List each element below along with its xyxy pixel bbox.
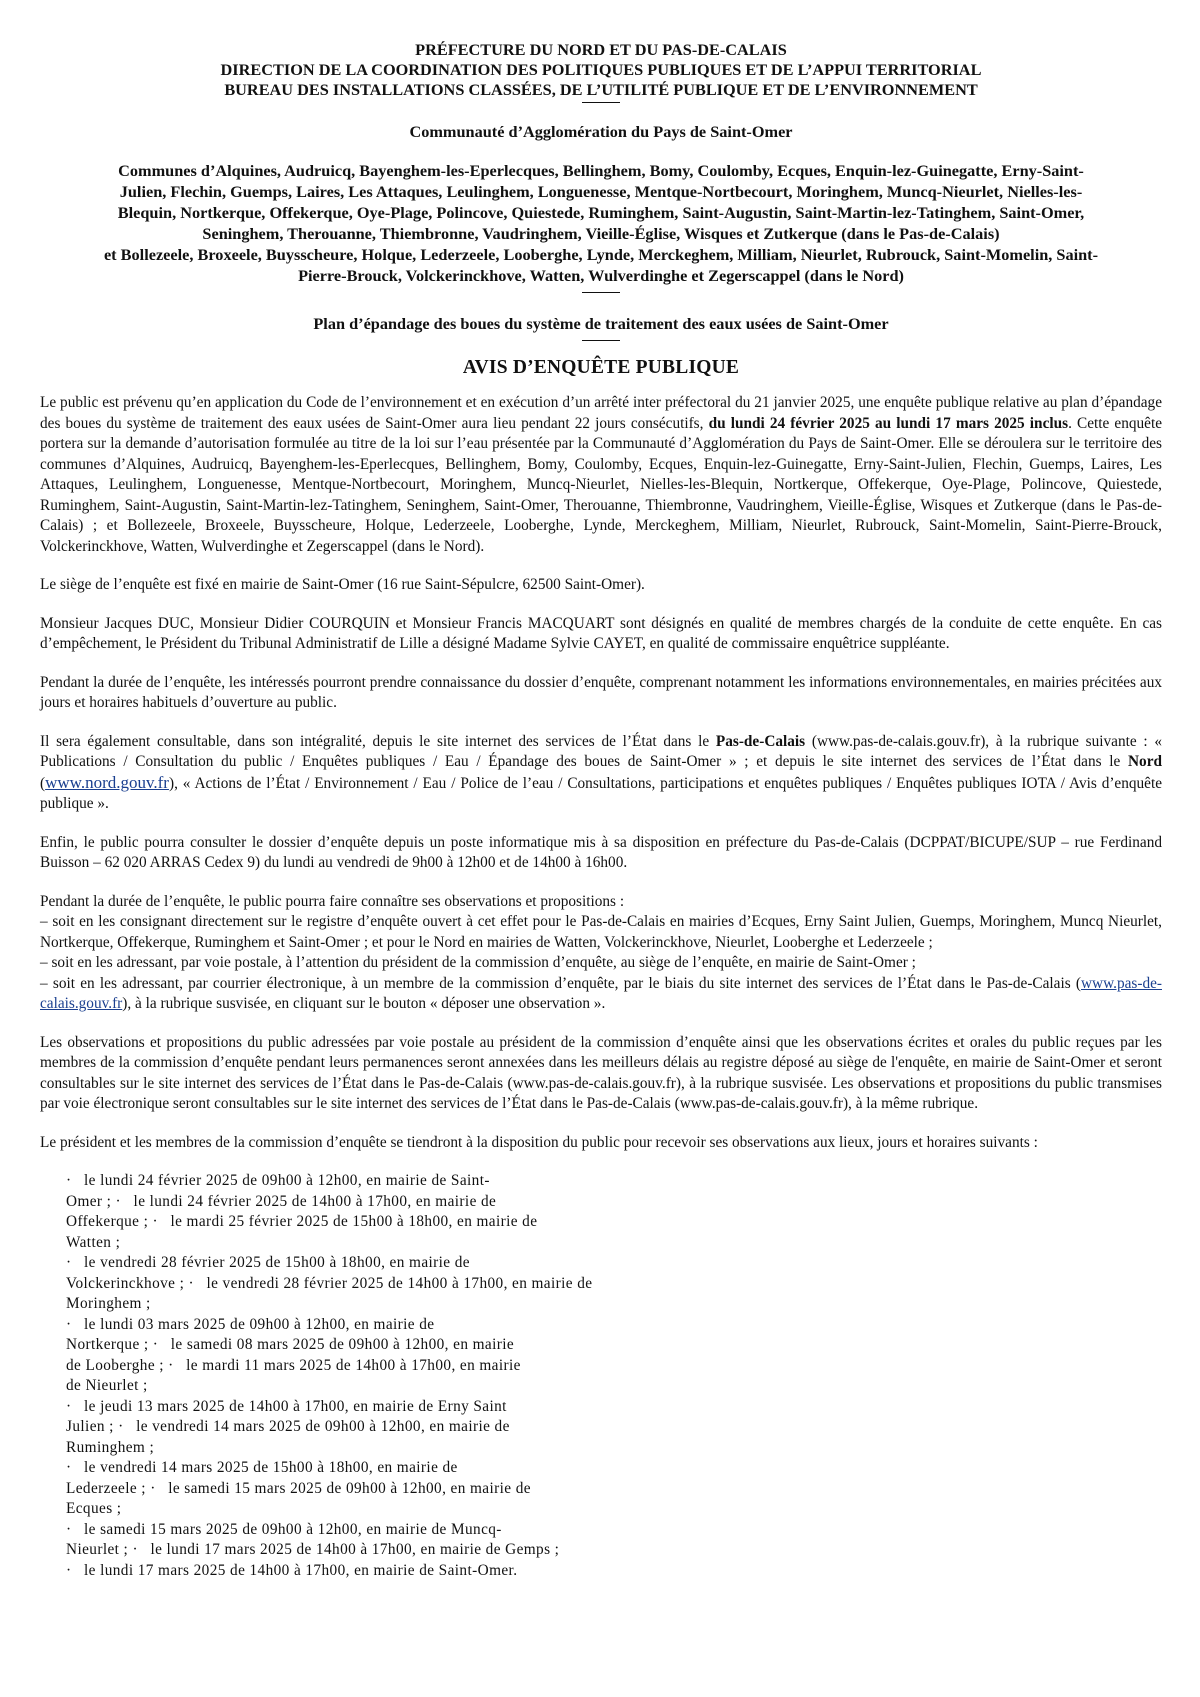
website-text-cont: (www.pas-de-calais.gouv.fr), à la rubrique suivante : « Publications / Consultation du public / Enquêtes publiques / Eau / Épandage des boues de Saint-Omer » ; et depuis le site internet des services de l’État dans le [40,732,1162,770]
schedule-text: Offekerque ; [66,1213,149,1230]
paragraph-consultation: Pendant la durée de l’enquête, les intéressés pourront prendre connaissance du dossier d’enquête, comprenant notamment les informations environnementales, en mairies précitées aux jours et horaires habituels d’ouverture au public. [40,673,1162,711]
schedule-text: le vendredi 14 mars 2025 de 09h00 à 12h00, en mairie de [136,1418,510,1435]
bullet: · [115,1192,122,1210]
schedule-line [40,1438,626,1459]
bullet: · [150,1479,156,1497]
schedule-text: le mardi 25 février 2025 de 15h00 à 18h00, en mairie de [170,1213,538,1230]
schedule-line [40,1540,666,1561]
schedule-line [40,1417,626,1438]
schedule-text: le lundi 24 février 2025 de 14h00 à 17h00, en mairie de [133,1192,497,1210]
observations-section [40,892,1162,1015]
schedule-text: le vendredi 14 mars 2025 de 15h00 à 18h00, en mairie de [84,1459,458,1476]
schedule-line [40,1520,626,1541]
prefecture-header [40,40,1162,103]
schedule-text: Watten ; [66,1233,121,1251]
paragraph-permanences: Le président et les membres de la commission d’enquête se tiendront à la disposition du public pour recevoir ses observations aux lieux, jours et horaires suivants : [40,1133,1038,1151]
paren-open: ( [40,774,46,792]
plan-title: Plan d’épandage des boues du système de traitement des eaux usées de Saint-Omer [313,314,889,333]
paragraph-annexes: Les observations et propositions du public adressées par voie postale au président de la commission d’enquête ainsi que les observations écrites et orales du public reçues par les membres de la commission d’enquête pendant leurs permanences seront annexées dans les meilleurs délais au registre déposé au siège de l'enquête, en mairie de Saint-Omer et seront consultables sur le site internet des services de l’État dans le Pas-de-Calais (www.pas-de-calais.gouv.fr), à la rubrique susvisée. Les observations et propositions du public transmises par voie électronique seront consultables sur le site internet des services de l’État dans le Pas-de-Calais (www.pas-de-calais.gouv.fr), à la même rubrique. [40,1033,1162,1112]
schedule-text: Moringhem ; [66,1295,151,1312]
website-text-end: ), « Actions de l’État / Environnement / Eau / Police de l’eau / Consultations, participations et enquêtes publiques / Enquêtes publiques IOTA / Avis d’enquête publique ». [40,774,1162,812]
schedule-line [40,1192,626,1213]
communes-line-5: et Bollezeele, Broxeele, Buysscheure, Holque, Lederzeele, Looberghe, Lynde, Merckeghem, Milliam, Nieurlet, Rubrouck, Saint-Momelin, Saint- [103,245,1099,264]
communes-list [40,160,1162,293]
schedule-line [40,1315,626,1336]
schedule-text: le lundi 17 mars 2025 de 14h00 à 17h00, en mairie de Saint-Omer. [84,1561,518,1579]
schedule-text: Omer ; [66,1192,112,1210]
nord-gouv-link[interactable]: www.nord.gouv.fr [45,772,169,792]
schedule-text: le vendredi 28 février 2025 de 15h00 à 18h00, en mairie de [84,1254,470,1271]
bullet: · [152,1213,158,1230]
divider [582,340,620,341]
paragraph-siege: Le siège de l’enquête est fixé en mairie de Saint-Omer (16 rue Saint-Sépulcre, 62500 Saint-Omer). [40,576,645,593]
paragraph-commission: Monsieur Jacques DUC, Monsieur Didier COURQUIN et Monsieur Francis MACQUART sont désignés en qualité de membres chargés de la conduite de cette enquête. En cas d’empêchement, le Président du Tribunal Administratif de Lille a désigné Madame Sylvie CAYET, en qualité de commissaire enquêtrice suppléante. [40,614,1162,652]
email-text-end: ), à la rubrique susvisée, en cliquant sur le bouton « déposer une observation ». [122,995,606,1012]
schedule-line [40,1294,626,1315]
schedule-text: de Nieurlet ; [66,1377,148,1394]
schedule-text: Lederzeele ; [66,1479,146,1497]
divider [582,292,620,293]
schedule-line [40,1499,626,1520]
communes-line-2: Julien, Flechin, Guemps, Laires, Les Attaques, Leulinghem, Longuenesse, Mentque-Nortbecourt, Moringhem, Muncq-Nieurlet, Nielles-les- [119,182,1083,201]
schedule-line [40,1212,626,1233]
schedule-text: le vendredi 28 février 2025 de 14h00 à 17h00, en mairie de [206,1274,593,1292]
bullet: · [66,1459,72,1476]
schedule-line [40,1171,626,1192]
observations-email [40,974,1162,1015]
schedule-line [40,1561,626,1582]
bullet: · [66,1172,72,1189]
schedule-text: de Looberghe ; [66,1356,164,1374]
schedule-line [40,1458,626,1479]
bullet: · [66,1315,72,1333]
bullet: · [132,1541,138,1558]
community-name: Communauté d’Agglomération du Pays de Saint-Omer [409,122,793,141]
schedule-text: le samedi 15 mars 2025 de 09h00 à 12h00, en mairie de Muncq- [84,1520,502,1538]
divider [582,102,620,103]
bullet: · [66,1397,72,1415]
schedule-text: Ecques ; [66,1500,122,1517]
avis-title: AVIS D’ENQUÊTE PUBLIQUE [462,357,740,378]
website-text: Il sera également consultable, dans son intégralité, depuis le site internet des services de l’État dans le [40,732,716,750]
schedule-line [40,1253,626,1274]
schedule-text: Ruminghem ; [66,1438,155,1456]
paragraph-intro [40,393,1162,557]
schedule-text: le lundi 17 mars 2025 de 14h00 à 17h00, en mairie de Gemps ; [150,1541,560,1558]
schedule-text: le lundi 24 février 2025 de 09h00 à 12h00, en mairie de Saint- [84,1172,490,1189]
schedule-text: le samedi 15 mars 2025 de 09h00 à 12h00, en mairie de [168,1479,531,1497]
bullet: · [152,1336,159,1353]
nord-label: Nord [1128,753,1162,770]
schedule-text: Volckerinckhove ; [66,1274,185,1292]
email-text: – soit en les adressant, par courrier électronique, à un membre de la commission d’enquête, par le biais du site internet des services de l’État dans le Pas-de-Calais ( [40,974,1081,992]
communes-line-1: Communes d’Alquines, Audruicq, Bayenghem-les-Eperlecques, Bellinghem, Bomy, Coulomby, Ecques, Enquin-lez-Guinegatte, Erny-Saint- [118,161,1084,180]
schedule-line [40,1335,626,1356]
schedule-text: le lundi 03 mars 2025 de 09h00 à 12h00, en mairie de [84,1315,435,1333]
schedule-line [40,1274,706,1295]
observations-postal: – soit en les adressant, par voie postale, à l’attention du président de la commission d’enquête, au siège de l’enquête, en mairie de Saint-Omer ; [40,954,916,971]
communes-line-4: Seninghem, Therouanne, Thiembronne, Vaudringhem, Vieille-Église, Wisques et Zutkerque (dans le Pas-de-Calais) [202,224,1000,243]
bullet: · [66,1520,72,1538]
paragraph-terminal: Enfin, le public pourra consulter le dossier d’enquête depuis un poste informatique mis à sa disposition en préfecture du Pas-de-Calais (DCPPAT/BICUPE/SUP – rue Ferdinand Buisson – 62 020 ARRAS Cedex 9) du lundi au vendredi de 9h00 à 12h00 et de 14h00 à 16h00. [40,833,1162,871]
schedule-text: Nieurlet ; [66,1541,129,1558]
observations-intro: Pendant la durée de l’enquête, le public pourra faire connaître ses observations et propositions : [40,892,625,910]
intro-text-cont: . Cette enquête portera sur la demande d’autorisation formulée au titre de la loi sur l’eau présentée par la Communauté d’Agglomération du Pays de Saint-Omer. Elle se déroulera sur le territoire des communes d’Alquines, Audruicq, Bayenghem-les-Eperlecques, Bellinghem, Bomy, Coulomby, Ecques, Enquin-lez-Guinegatte, Erny-Saint-Julien, Flechin, Guemps, Laires, Les Attaques, Leulinghem, Longuenesse, Mentque-Nortbecourt, Moringhem, Muncq-Nieurlet, Nielles-les-Blequin, Nortkerque, Offekerque, Oye-Plage, Polincove, Quiestede, Ruminghem, Saint-Augustin, Saint-Martin-lez-Tatinghem, Seninghem, Saint-Omer, Therouanne, Thiembronne, Vaudringhem, Vieille-Église, Wisques et Zutkerque (dans le Pas-de-Calais) ; et Bollezeele, Broxeele, Buysscheure, Holque, Lederzeele, Looberghe, Lynde, Merckeghem, Milliam, Nieurlet, Rubrouck, Saint-Momelin, Saint-Pierre-Brouck, Volckerinckhove, Watten, Wulverdinghe et Zegerscappel (dans le Nord). [40,414,1162,555]
schedule-text: le jeudi 13 mars 2025 de 14h00 à 17h00, en mairie de Erny Saint [84,1397,507,1415]
bullet: · [188,1274,194,1292]
schedule-line [40,1479,626,1500]
schedule-list [40,1171,1162,1581]
communes-line-3: Blequin, Nortkerque, Offekerque, Oye-Plage, Polincove, Quiestede, Ruminghem, Saint-Augustin, Saint-Martin-lez-Tatinghem, Saint-Omer, [117,203,1085,222]
schedule-line [40,1376,626,1397]
header-line-3: BUREAU DES INSTALLATIONS CLASSÉES, DE L’UTILITÉ PUBLIQUE ET DE L’ENVIRONNEMENT [224,80,978,99]
bullet: · [66,1254,72,1271]
paragraph-website [40,732,1162,815]
schedule-text: Nortkerque ; [66,1336,149,1353]
pas-de-calais-label: Pas-de-Calais [715,732,806,750]
pas-de-calais-gouv-link[interactable]: www.pas-de-calais.gouv.fr [40,974,1162,1012]
bullet: · [118,1418,124,1435]
communes-line-6: Pierre-Brouck, Volckerinckhove, Watten, Wulverdinghe et Zegerscappel (dans le Nord) [298,266,904,285]
header-line-2: DIRECTION DE LA COORDINATION DES POLITIQUES PUBLIQUES ET DE L’APPUI TERRITORIAL [220,60,982,79]
bullet: · [66,1561,72,1579]
schedule-text: le samedi 08 mars 2025 de 09h00 à 12h00, en mairie [170,1336,515,1353]
header-line-1: PRÉFECTURE DU NORD ET DU PAS-DE-CALAIS [415,40,787,59]
schedule-text: Julien ; [66,1418,114,1435]
observations-register: – soit en les consignant directement sur le registre d’enquête ouvert à cet effet pour le Pas-de-Calais en mairies d’Ecques, Erny Saint Julien, Guemps, Moringhem, Muncq Nieurlet, Nortkerque, Offekerque, Ruminghem et Saint-Omer ; et pour le Nord en mairies de Watten, Volckerinckhove, Nieurlet, Looberghe et Lederzeele ; [40,913,1162,951]
schedule-line [40,1397,626,1418]
schedule-line [40,1233,626,1254]
intro-text: Le public est prévenu qu’en application du Code de l’environnement et en exécution d’un arrêté inter préfectoral du 21 janvier 2025, une enquête publique relative au plan d’épandage des boues du système de traitement des eaux usées de Saint-Omer aura lieu pendant 22 jours consécutifs, [40,394,1162,432]
schedule-line [40,1356,626,1377]
bullet: · [168,1356,174,1374]
enquiry-dates: du lundi 24 février 2025 au lundi 17 mars 2025 inclus [708,414,1069,432]
schedule-text: le mardi 11 mars 2025 de 14h00 à 17h00, en mairie [186,1356,521,1374]
